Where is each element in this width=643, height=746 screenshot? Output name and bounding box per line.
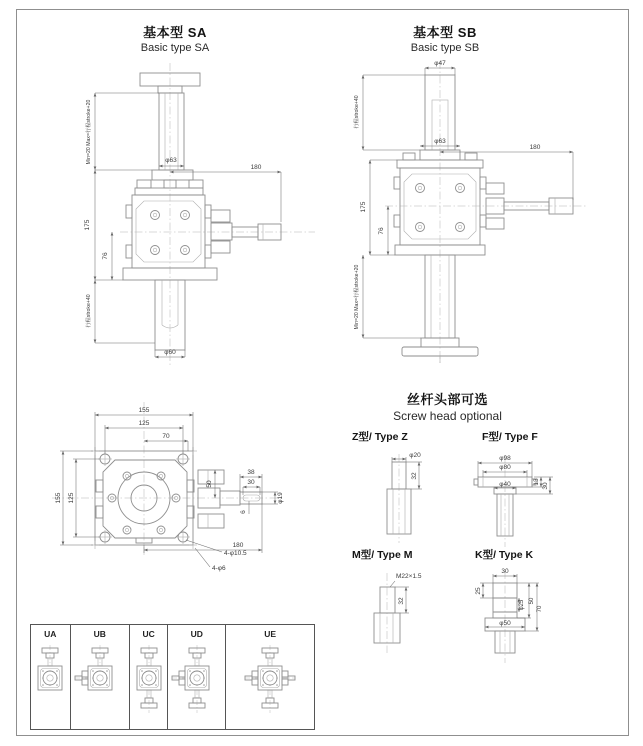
sa-dim-175: 175 [84,219,91,231]
model-cell-ub [71,625,130,729]
model-label-ue: UE [264,629,276,639]
tv-dim-50: 50 [206,480,213,488]
sa-screw-column [152,93,193,180]
sb-dim-stroke-top: 行程stroke+40 [354,95,360,129]
screw-head-title-en: Screw head optional [393,409,502,423]
sa-input-shaft [211,210,281,253]
type-k-drawing [462,563,597,668]
model-variants-table [30,624,315,730]
sb-title [350,22,540,54]
sa-dim-180: 180 [250,164,262,171]
type-f-dimensions [478,455,553,494]
tv-dim-70: 70 [162,433,170,440]
tv-dim-d19: φ19 [277,492,284,504]
mini-right-shaft [282,671,295,685]
sa-dim-stroke-bottom: 行程stroke+40 [86,294,92,328]
type-f-dim-d40: φ40 [499,481,511,488]
mini-body [185,666,209,690]
sa-dim-76: 76 [102,252,109,260]
mini-body [88,666,112,690]
model-label-ub: UB [93,629,106,639]
type-f-dim-d80: φ80 [499,464,511,471]
model-schematic-uc [130,641,168,717]
model-cell-uc [130,625,168,729]
sa-title-cn: 基本型 SA [143,25,207,40]
type-z-dim-d20: φ20 [409,452,421,459]
model-label-ud: UD [190,629,203,639]
mini-body [38,666,62,690]
type-m-dim-thread: M22×1.5 [396,573,422,580]
type-z-dim-32: 32 [411,472,418,480]
tv-dim-holes-large: 4-φ10.5 [224,550,247,557]
tv-dim-holes-small: 4-φ6 [212,565,226,572]
tv-dim-30: 30 [247,479,255,486]
mini-top-screw [42,645,58,666]
type-f-dim-13: 13 [533,478,540,486]
screw-head-title-cn: 丝杆头部可选 [406,392,488,407]
type-z-label: Z型/ Type Z [352,431,408,443]
model-cell-ud [168,625,226,729]
tv-dim-125w: 125 [138,420,150,427]
sa-front-view [25,55,330,375]
type-f-dim-30: 30 [542,482,549,490]
model-label-ua: UA [44,629,57,639]
sa-dimensions [84,93,281,357]
mini-bottom-screw [262,690,278,713]
sb-title-en: Basic type SB [410,42,480,54]
type-m-drawing [352,565,467,657]
tv-dim-180: 180 [232,542,244,549]
model-label-uc: UC [142,629,155,639]
type-z-dimensions [392,452,422,489]
model-cell-ue [226,625,314,729]
type-f-dim-d98: φ98 [499,455,511,462]
mini-top-screw [262,645,278,666]
sb-dim-76: 76 [378,227,385,235]
sa-dim-stroke-top: Min=20 Max=行程stroke+20 [86,99,92,165]
tv-dim-6: 6 [240,510,247,514]
mini-bottom-screw [189,690,205,713]
sa-title-en: Basic type SA [140,42,210,54]
sa-dim-d60: φ60 [164,349,176,356]
sa-centerlines [120,63,315,367]
sb-title-cn: 基本型 SB [413,25,477,40]
sb-dim-stroke-bottom: Min=20 Max=行程stroke+20 [354,264,360,330]
tv-dim-38: 38 [247,469,255,476]
type-k-dim-d25: φ25 [519,599,525,611]
type-m-dim-32: 32 [398,597,405,605]
type-f-drawing [450,447,600,552]
type-f-label: F型/ Type F [482,431,538,443]
sb-dim-d47: φ47 [434,60,446,67]
top-view [38,388,323,613]
mini-top-screw [141,645,157,666]
type-m-label: M型/ Type M [352,549,413,561]
sa-dim-d63: φ63 [165,157,177,164]
sb-screw-top [420,75,460,160]
model-schematic-ub [72,641,128,717]
screw-head-title [350,389,545,423]
model-schematic-ud [169,641,225,717]
type-z-drawing [352,448,457,548]
model-cell-ua [31,625,71,729]
mini-body [258,666,282,690]
mini-left-shaft [245,671,258,685]
type-k-dim-25: 25 [475,587,482,595]
type-k-dim-30: 30 [501,568,509,575]
type-k-dim-d50: φ50 [499,620,511,627]
mini-left-shaft [172,671,185,685]
tv-dim-155h: 155 [55,492,62,504]
sb-dim-d63: φ63 [434,138,446,145]
sb-dim-175: 175 [360,201,367,213]
mini-left-shaft [75,671,88,685]
model-schematic-ua [31,641,71,717]
mini-top-screw [189,645,205,666]
sb-front-view [345,55,600,375]
mini-body [137,666,161,690]
tv-dim-155w: 155 [138,407,150,414]
tv-dim-125h: 125 [68,492,75,504]
mini-top-screw [92,645,108,666]
model-schematic-ue [242,641,298,717]
sb-dim-180: 180 [529,144,541,151]
type-k-label: K型/ Type K [475,549,534,561]
sa-title [80,22,270,54]
tv-gearbox-body [96,460,194,543]
type-k-dim-50: 50 [529,597,535,605]
mini-bottom-screw [141,690,157,713]
sb-dimensions [352,60,573,338]
tv-dimensions [55,407,284,572]
type-k-dim-70: 70 [537,605,543,613]
